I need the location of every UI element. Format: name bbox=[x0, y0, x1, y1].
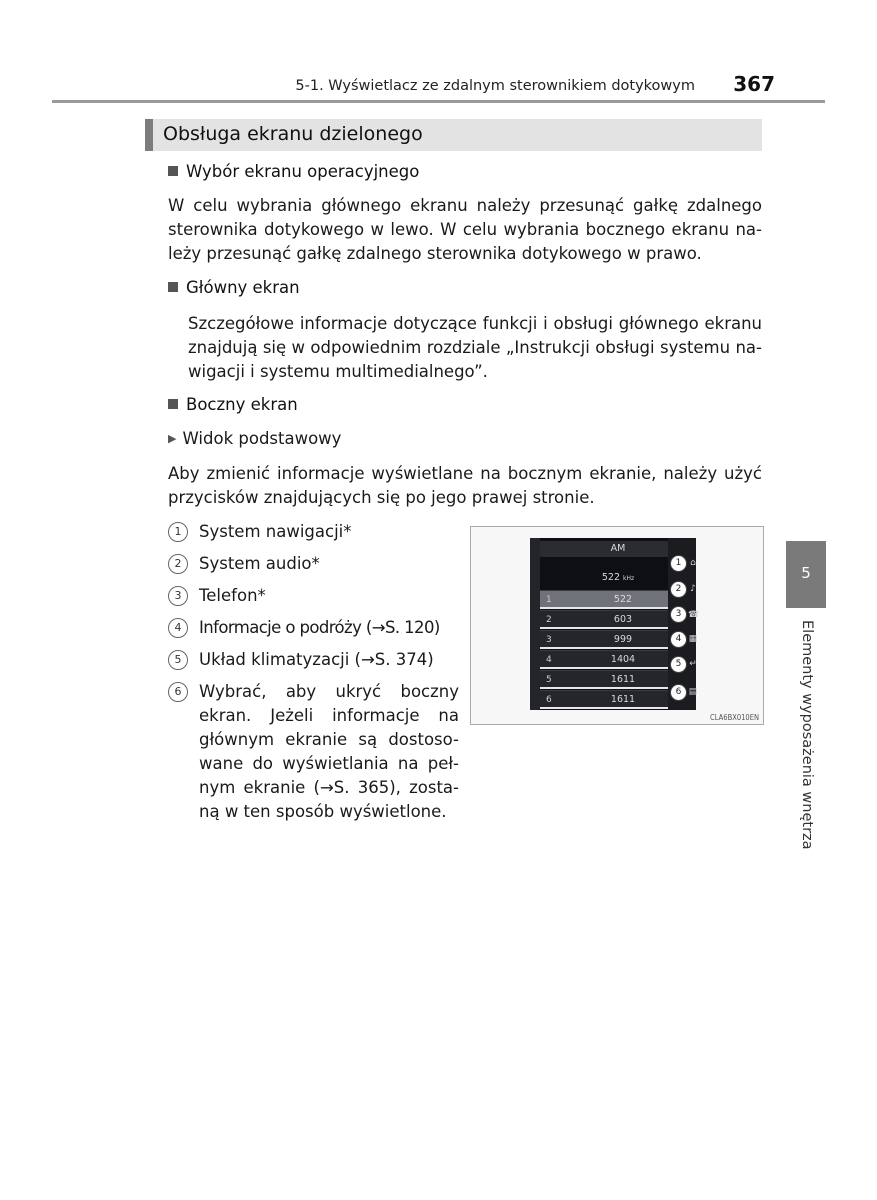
callout-marker: 6 bbox=[670, 684, 687, 701]
subheading-text: Wybór ekranu operacyjnego bbox=[186, 162, 420, 181]
subheading-text: Boczny ekran bbox=[186, 395, 298, 414]
hide-side-screen-icon: ▤ bbox=[688, 687, 698, 697]
number-circle-icon: 6 bbox=[168, 682, 188, 702]
basic-view-item bbox=[168, 429, 341, 448]
frequency-unit: kHz bbox=[623, 575, 635, 582]
preset-number: 5 bbox=[546, 675, 552, 685]
preset-number: 6 bbox=[546, 695, 552, 705]
side-screen-figure bbox=[470, 526, 764, 725]
preset-value: 999 bbox=[613, 634, 633, 645]
list-item bbox=[168, 520, 458, 546]
text-line: wane do wyświetlania na peł- bbox=[199, 754, 459, 773]
image-code: CLA6BX010EN bbox=[710, 713, 759, 722]
preset-number: 3 bbox=[546, 635, 552, 645]
subheading-select-screen bbox=[168, 162, 419, 181]
list-item-text: System audio* bbox=[199, 554, 320, 573]
list-item-text: Informacje o podróży (→S. 120) bbox=[199, 618, 440, 637]
text-line: nym ekranie (→S. 365), zosta- bbox=[199, 778, 459, 797]
section-title: Obsługa ekranu dzielonego bbox=[163, 123, 423, 145]
preset-number: 1 bbox=[546, 595, 552, 605]
text-line: Aby zmienić informacje wyświetlane na bocznym ekranie, należy użyć bbox=[168, 464, 762, 483]
list-item bbox=[168, 552, 458, 578]
section-banner bbox=[145, 119, 762, 151]
preset-value: 522 bbox=[613, 594, 633, 605]
running-title: 5-1. Wyświetlacz ze zdalnym sterownikiem dotykowym bbox=[295, 78, 695, 94]
chapter-tab bbox=[786, 541, 826, 608]
paragraph-main-screen bbox=[188, 312, 762, 384]
list-item bbox=[168, 584, 458, 610]
chapter-label: Elementy wyposażenia wnętrza bbox=[799, 620, 815, 850]
trip-info-icon: ▦ bbox=[688, 634, 698, 644]
text-line: głównym ekranie są dostoso- bbox=[199, 730, 459, 749]
callout-marker: 4 bbox=[670, 631, 687, 648]
climate-icon: ↵ bbox=[689, 659, 697, 669]
text-line: ną w ten sposób wyświetlone. bbox=[199, 802, 447, 821]
list-item bbox=[168, 616, 458, 642]
number-circle-icon: 5 bbox=[168, 650, 188, 670]
band-label: AM bbox=[610, 543, 626, 554]
basic-view-label: Widok podstawowy bbox=[182, 429, 342, 448]
subheading-main-screen bbox=[168, 278, 300, 297]
callout-marker: 1 bbox=[670, 555, 687, 572]
number-circle-icon: 4 bbox=[168, 618, 188, 638]
triangle-bullet-icon: ▶ bbox=[168, 432, 177, 445]
list-item-text: Układ klimatyzacji (→S. 374) bbox=[199, 650, 434, 669]
preset-value: 1611 bbox=[610, 694, 636, 705]
callout-marker: 5 bbox=[670, 656, 687, 673]
preset-number: 4 bbox=[546, 655, 552, 665]
row-underline bbox=[540, 667, 668, 669]
navigation-icon: ⌂ bbox=[690, 558, 696, 568]
preset-value: 1611 bbox=[610, 674, 636, 685]
paragraph-side-screen bbox=[168, 462, 762, 510]
screen-edge bbox=[530, 538, 540, 710]
callout-marker: 3 bbox=[670, 606, 687, 623]
header-rule bbox=[52, 100, 825, 103]
list-item-text bbox=[199, 680, 459, 824]
subheading-text: Główny ekran bbox=[186, 278, 300, 297]
row-underline bbox=[540, 647, 668, 649]
list-item bbox=[168, 648, 458, 674]
row-underline bbox=[540, 627, 668, 629]
phone-icon: ☎ bbox=[688, 610, 700, 620]
paragraph-select-screen bbox=[168, 194, 762, 266]
square-bullet-icon bbox=[168, 282, 178, 292]
callout-marker: 2 bbox=[670, 581, 687, 598]
row-underline bbox=[540, 687, 668, 689]
number-circle-icon: 3 bbox=[168, 586, 188, 606]
text-line: W celu wybrania głównego ekranu należy przesunąć gałkę zdalnego bbox=[168, 196, 762, 215]
chapter-number: 5 bbox=[801, 564, 811, 582]
list-item bbox=[168, 680, 458, 830]
preset-number: 2 bbox=[546, 615, 552, 625]
row-underline bbox=[540, 707, 668, 709]
text-line: leży przesunąć gałkę zdalnego sterownika dotykowego w prawo. bbox=[168, 244, 702, 263]
text-line: Szczegółowe informacje dotyczące funkcji i obsługi głównego ekranu bbox=[188, 314, 762, 333]
text-line: ekran. Jeżeli informacje na bbox=[199, 706, 459, 725]
list-item-text: Telefon* bbox=[199, 586, 266, 605]
subheading-side-screen bbox=[168, 395, 298, 414]
text-line: znajdują się w odpowiednim rozdziale „Instrukcji obsługi systemu na- bbox=[188, 338, 762, 357]
text-line: wigacji i systemu multimedialnego”. bbox=[188, 362, 488, 381]
number-circle-icon: 1 bbox=[168, 522, 188, 542]
square-bullet-icon bbox=[168, 166, 178, 176]
selection-underline bbox=[540, 607, 668, 609]
number-circle-icon: 2 bbox=[168, 554, 188, 574]
square-bullet-icon bbox=[168, 399, 178, 409]
list-item-text: System nawigacji* bbox=[199, 522, 352, 541]
text-line: sterownika dotykowego w lewo. W celu wybrania bocznego ekranu na- bbox=[168, 220, 762, 239]
preset-value: 1404 bbox=[610, 654, 636, 665]
frequency-value: 522 bbox=[601, 572, 620, 583]
text-line: Wybrać, aby ukryć boczny bbox=[199, 682, 459, 701]
preset-value: 603 bbox=[613, 614, 633, 625]
audio-icon: ♪ bbox=[690, 584, 696, 594]
text-line: przycisków znajdujących się po jego prawej stronie. bbox=[168, 488, 595, 507]
page-number: 367 bbox=[733, 72, 775, 96]
section-accent bbox=[145, 119, 153, 151]
